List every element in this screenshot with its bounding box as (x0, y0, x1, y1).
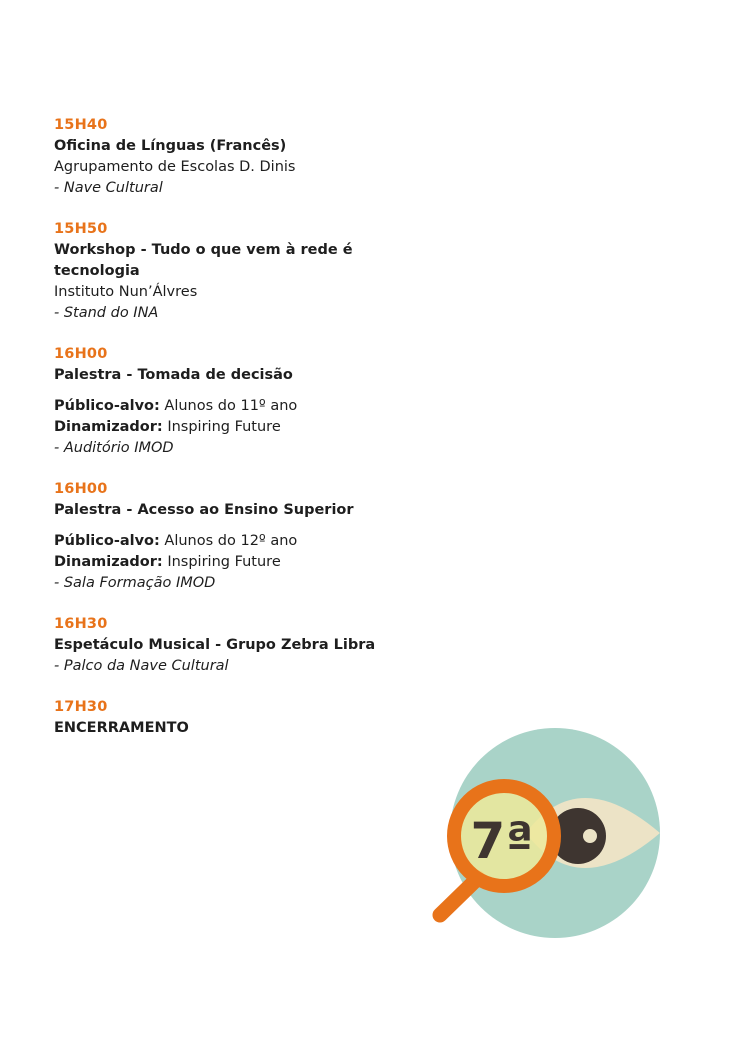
event-host (54, 552, 414, 573)
audience-label: Público-alvo: (54, 398, 160, 414)
event-time: 15H50 (54, 221, 108, 237)
event-organizer: Agrupamento de Escolas D. Dinis (54, 159, 296, 175)
logo-edition-text: 7ª (470, 812, 534, 870)
audience-value: Alunos do 12º ano (164, 533, 298, 549)
event-title: Workshop - Tudo o que vem à rede é (54, 242, 353, 258)
event-time: 16H00 (54, 481, 108, 497)
event-location: - Auditório IMOD (54, 440, 174, 456)
host-label: Dinamizador: (54, 419, 163, 435)
event-location: - Nave Cultural (54, 180, 163, 196)
eye-highlight (583, 829, 597, 843)
event-host (54, 417, 414, 438)
event-title: Espetáculo Musical - Grupo Zebra Libra (54, 637, 376, 653)
event-location: - Palco da Nave Cultural (54, 658, 229, 674)
event-title: Palestra - Tomada de decisão (54, 367, 293, 383)
event-title: Oficina de Línguas (Francês) (54, 138, 287, 154)
audience-label: Público-alvo: (54, 533, 160, 549)
event-program (54, 115, 414, 759)
event-organizer: Instituto Nun’Álvres (54, 284, 198, 300)
event-item (54, 219, 414, 324)
event-item (54, 479, 414, 594)
event-audience (54, 396, 414, 417)
event-title-continued: tecnologia (54, 263, 140, 279)
event-item (54, 614, 414, 677)
event-title: Palestra - Acesso ao Ensino Superior (54, 502, 354, 518)
event-time: 15H40 (54, 117, 108, 133)
host-value: Inspiring Future (167, 419, 281, 435)
audience-value: Alunos do 11º ano (164, 398, 298, 414)
event-location: - Stand do INA (54, 305, 159, 321)
host-value: Inspiring Future (167, 554, 281, 570)
event-title: ENCERRAMENTO (54, 720, 189, 736)
event-time: 17H30 (54, 699, 108, 715)
event-item (54, 344, 414, 459)
event-location: - Sala Formação IMOD (54, 575, 216, 591)
event-audience (54, 531, 414, 552)
event-time: 16H30 (54, 616, 108, 632)
host-label: Dinamizador: (54, 554, 163, 570)
magnifier-eye-logo (428, 728, 664, 942)
event-item (54, 697, 414, 739)
event-time: 16H00 (54, 346, 108, 362)
event-item (54, 115, 414, 199)
